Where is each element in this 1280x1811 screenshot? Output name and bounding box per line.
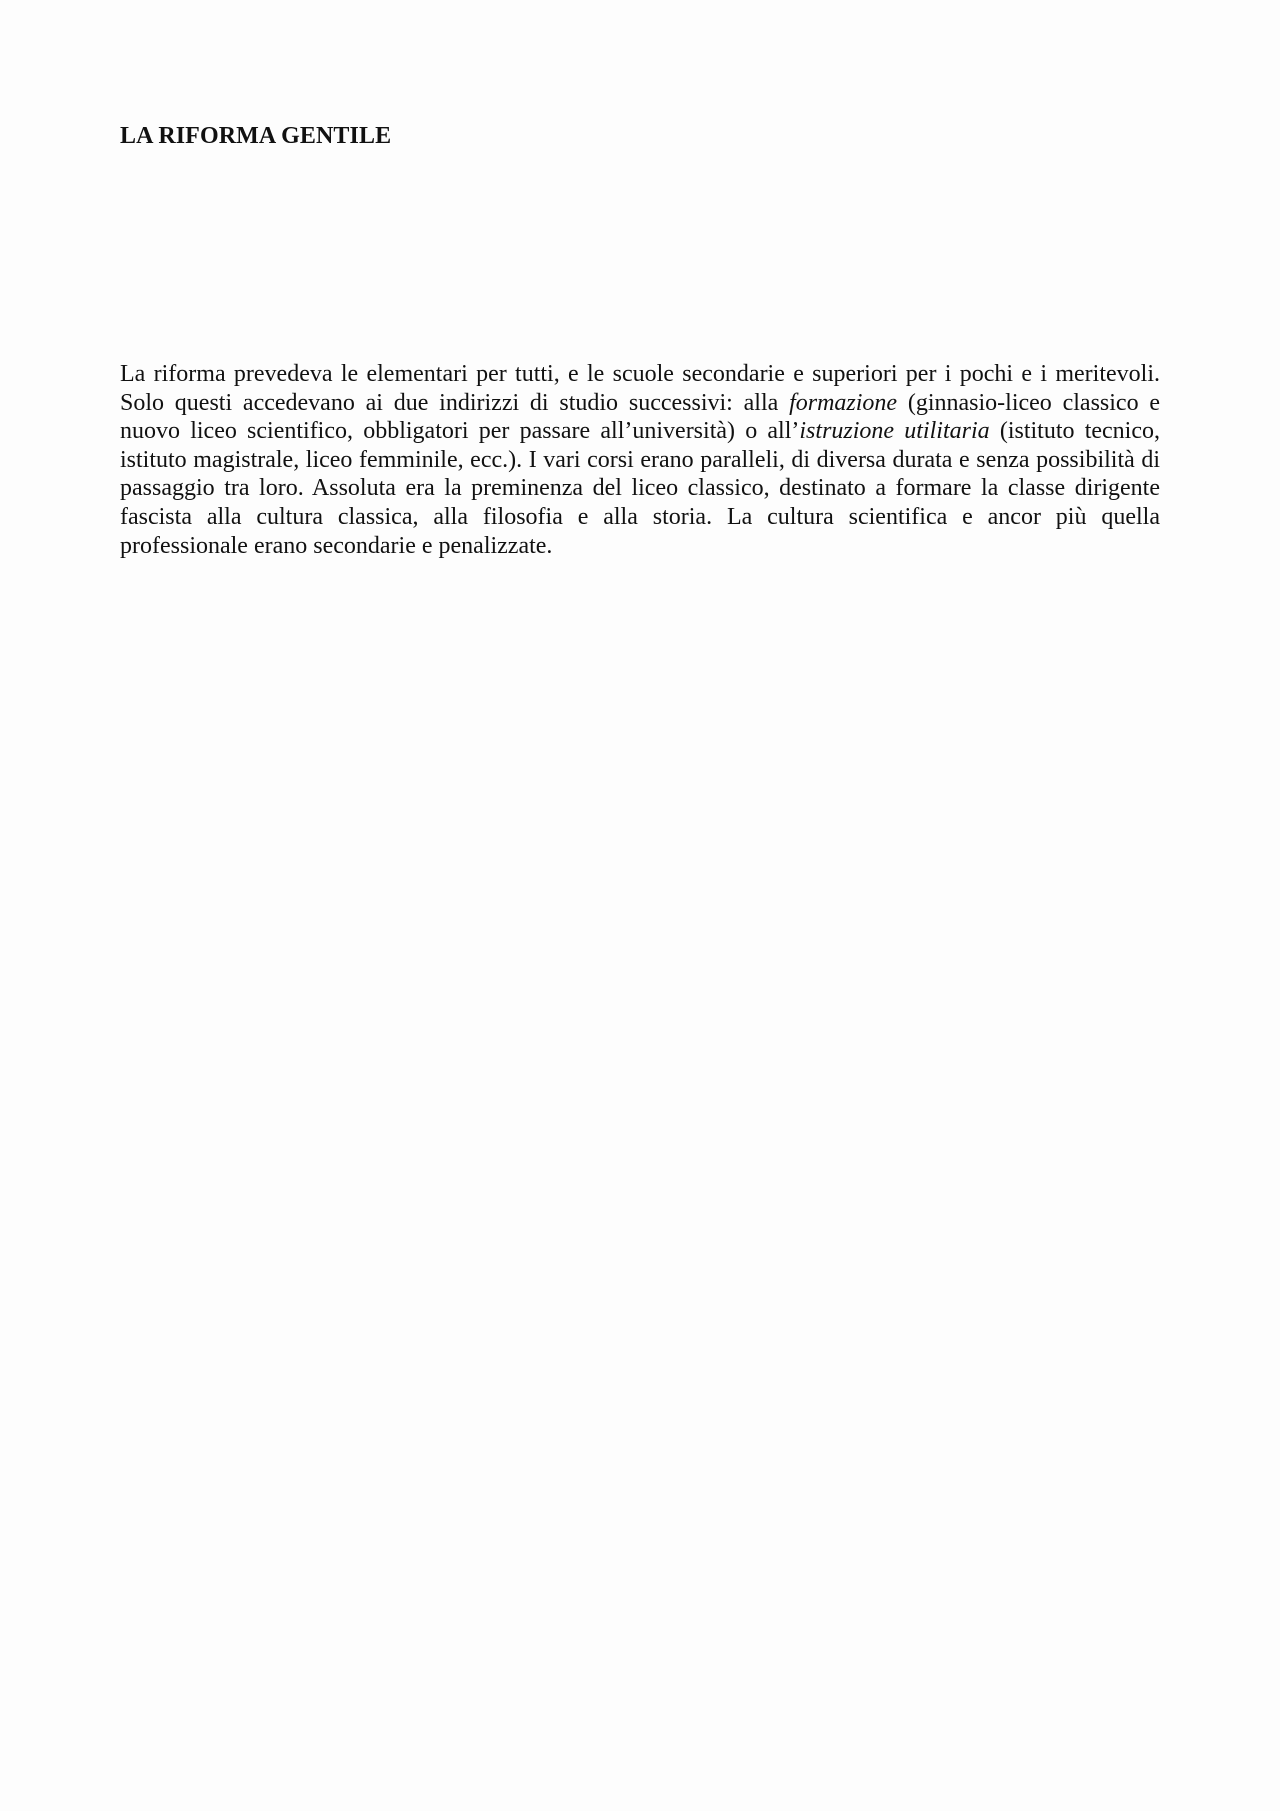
paragraph-text-part-1: La riforma prevedeva le elementari per tutti, e le scuole secondarie e superiori per i pochi e i meritevoli. Solo questi accedevano ai due indirizzi di studio successivi: alla <box>120 361 1160 416</box>
emphasis-formazione: formazione <box>789 389 898 416</box>
paragraph-text-part-2: (ginnasio-liceo classico e nuovo liceo scientifico, obbligatori per passare all’università) o all’ <box>120 389 1161 445</box>
document-title: LA RIFORMA GENTILE <box>120 123 392 149</box>
body-paragraph <box>120 360 1160 560</box>
paragraph-text-part-3: (istituto tecnico, istituto magistrale, liceo femminile, ecc.). I vari corsi erano paralleli, di diversa durata e senza possibilità di passaggio tra loro. Assoluta era la preminenza del liceo classico, destinato a formare la classe dirigente fascista alla cultura classica, alla filosofia e alla storia. La cultura scientifica e ancor più quella professionale erano secondarie e penalizzate. <box>120 418 1160 559</box>
emphasis-istruzione-utilitaria: istruzione utilitaria <box>799 418 990 445</box>
